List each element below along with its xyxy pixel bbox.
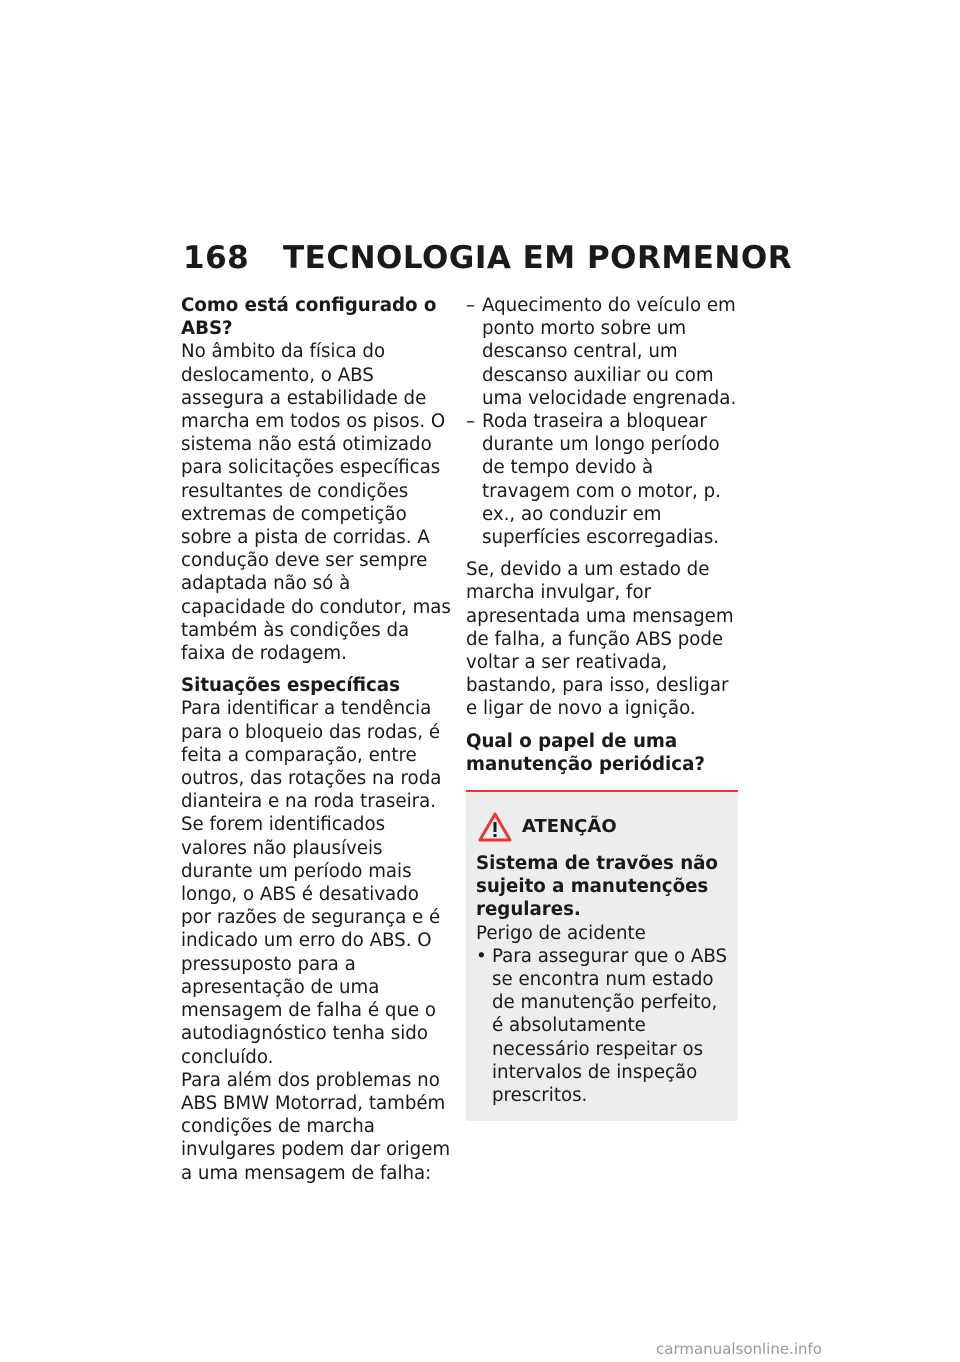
section-heading-maintenance: Qual o papel de uma manutenção periódica?	[466, 730, 705, 775]
section-heading-abs-config: Como está configurado o ABS?	[181, 295, 437, 340]
left-column	[181, 294, 453, 1194]
watermark: carmanualsonline.info	[656, 1340, 822, 1358]
page-number: 168	[183, 240, 250, 276]
warning-triangle-icon	[478, 812, 512, 842]
paragraph-abs-config: No âmbito da física do deslocamento, o ABS assegura a estabilidade de marcha em todos os pisos. O sistema não está otimizado para solicitações específicas resultantes de condições extremas de competição sobre a pista de corridas. A condução deve ser sempre adaptada não só à capacidade do condutor, mas também às condições da faixa de rodagem.	[181, 341, 451, 665]
paragraph-unusual-conditions: Para além dos problemas no ABS BMW Motorrad, também condições de marcha invulgares podem dar origem a uma mensagem de falha:	[181, 1069, 451, 1184]
warning-bullet-list	[476, 945, 728, 1107]
warning-label: ATENÇÃO	[522, 816, 617, 838]
page-title: TECNOLOGIA EM PORMENOR	[283, 240, 793, 276]
section-heading-specific-situations: Situações específicas	[181, 675, 400, 697]
warning-box	[466, 790, 738, 1121]
list-item: – Roda traseira a bloquear durante um longo período de tempo devido à travagem com o motor, p. ex., ao conduzir em superfícies escorregadias.	[466, 410, 738, 549]
warning-title	[478, 812, 728, 842]
right-column	[466, 294, 738, 1121]
paragraph-reactivation: Se, devido a um estado de marcha invulgar, for apresentada uma mensagem de falha, a função ABS pode voltar a ser reativada, bastando, para isso, desligar e ligar de novo a ignição.	[466, 559, 734, 720]
warning-heading: Sistema de travões não sujeito a manutenções regulares.	[476, 853, 718, 921]
page-header	[183, 240, 792, 276]
list-item: – Aquecimento do veículo em ponto morto sobre um descanso central, um descanso auxiliar ou com uma velocidade engrenada.	[466, 294, 738, 410]
paragraph-specific-situations: Para identificar a tendência para o bloqueio das rodas, é feita a comparação, entre outros, das rotações na roda dianteira e na roda traseira. Se forem identificados valores não plausíveis durante um período mais longo, o ABS é desativado por razões de segurança e é indicado um erro do ABS. O pressuposto para a apresentação de uma mensagem de falha é que o autodiagnóstico tenha sido concluído.	[181, 698, 442, 1068]
list-item: • Para assegurar que o ABS se encontra num estado de manutenção perfeito, é absolutamente necessário respeitar os intervalos de inspeção prescritos.	[476, 945, 728, 1107]
condition-list	[466, 294, 738, 549]
warning-subtitle: Perigo de acidente	[476, 922, 646, 944]
